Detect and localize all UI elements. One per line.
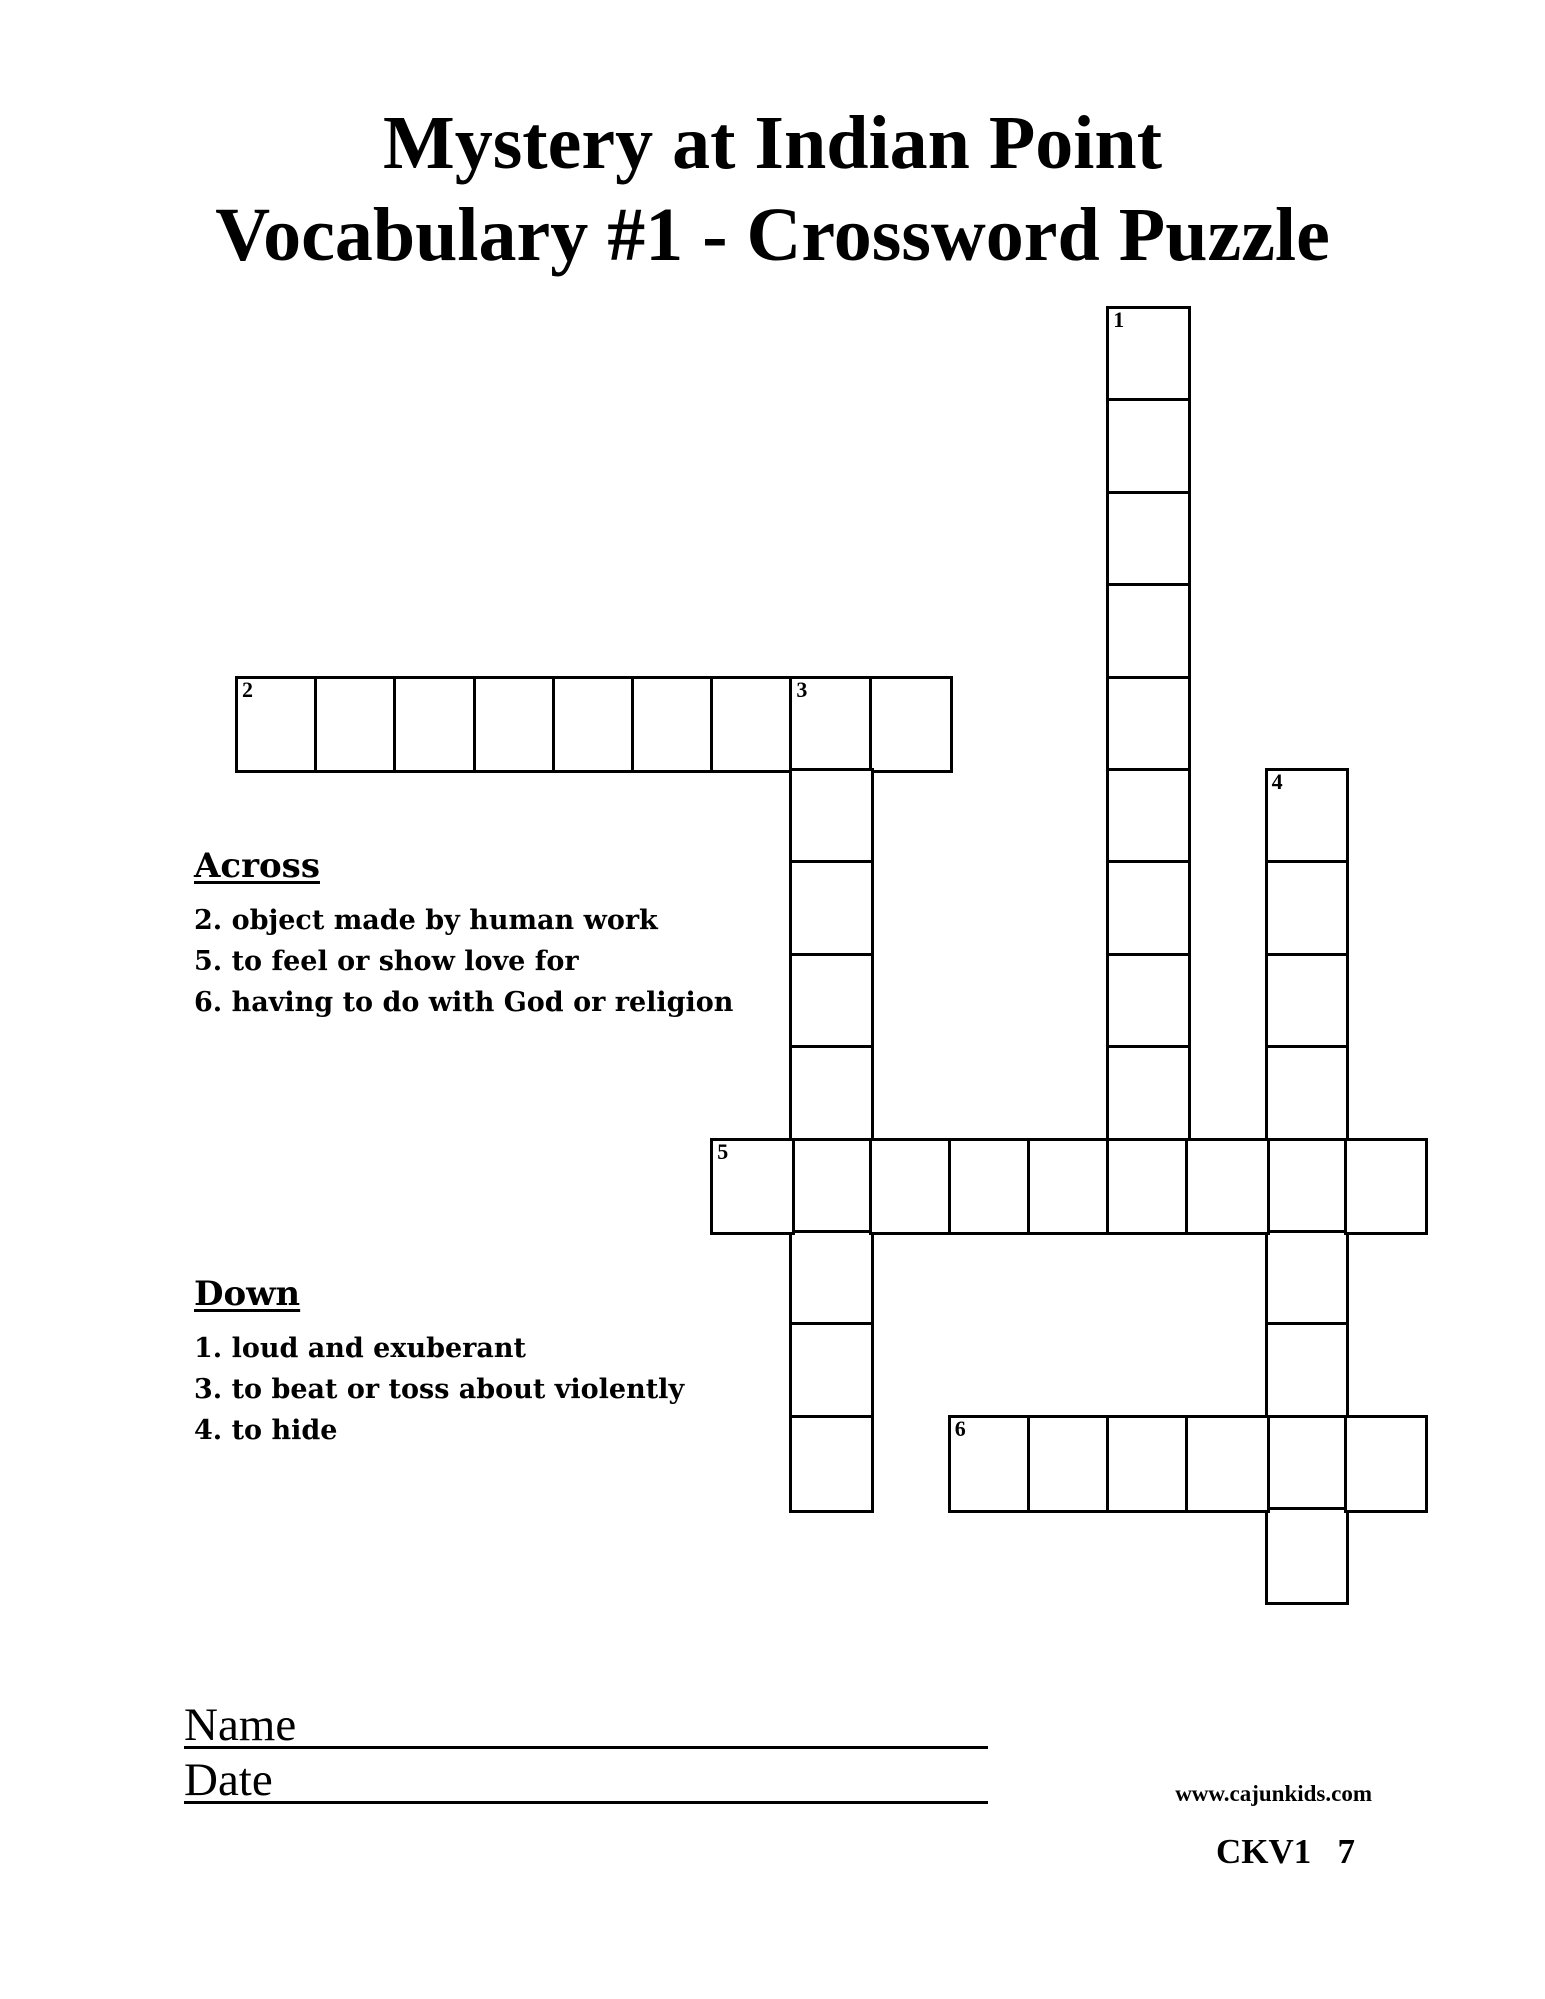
clue-number: 6 [954,1415,966,1441]
date-field[interactable] [184,1801,988,1804]
crossword-cell[interactable] [1029,1140,1110,1234]
page-title: Mystery at Indian Point [383,101,1162,185]
across-clue: 5. to feel or show love for [194,946,579,977]
across-heading: Across [194,846,320,886]
crossword-cell[interactable] [1267,1140,1348,1234]
crossword-cell[interactable] [1108,1140,1189,1234]
crossword-cell[interactable] [1108,308,1189,402]
date-label: Date [184,1754,273,1806]
crossword-cell[interactable] [1108,862,1189,956]
across-clues [194,900,733,1023]
across-clue: 6. having to do with God or religion [194,987,734,1018]
crossword-cell[interactable] [791,1417,872,1511]
crossword-cell[interactable] [950,1140,1031,1234]
crossword-cell[interactable] [1108,1047,1189,1141]
crossword-cell[interactable] [791,862,872,956]
clue-number: 3 [796,676,808,702]
crossword-cell[interactable] [791,1047,872,1141]
crossword-cell[interactable] [554,678,635,772]
crossword-cell[interactable] [791,1324,872,1418]
crossword-cell[interactable] [1267,1417,1348,1511]
crossword-cell[interactable] [1346,1140,1427,1234]
crossword-cell[interactable] [791,1232,872,1326]
crossword-cell[interactable] [1029,1417,1110,1511]
crossword-cell[interactable] [316,678,397,772]
crossword-cell[interactable] [950,1417,1031,1511]
page-subtitle: Vocabulary #1 - Crossword Puzzle [215,193,1330,277]
worksheet-code: CKV1 7 [1216,1832,1356,1871]
crossword-cell[interactable] [1346,1417,1427,1511]
down-clues [194,1328,684,1451]
website-link: www.cajunkids.com [1175,1781,1372,1806]
down-heading: Down [194,1274,301,1314]
crossword-cell[interactable] [871,678,952,772]
crossword-cell[interactable] [1267,1324,1348,1418]
crossword-cell[interactable] [791,770,872,864]
clue-number: 5 [717,1138,729,1164]
crossword-cell[interactable] [1108,585,1189,679]
crossword-cell[interactable] [237,678,318,772]
across-clue: 2. object made by human work [194,905,658,936]
clue-number: 1 [1113,307,1125,332]
crossword-cell[interactable] [712,678,793,772]
crossword-cell[interactable] [395,678,476,772]
clue-number: 2 [242,676,253,702]
crossword-cell[interactable] [1187,1140,1268,1234]
crossword-cell[interactable] [1108,955,1189,1049]
crossword-cell[interactable] [1108,493,1189,587]
crossword-cell[interactable] [1267,1232,1348,1326]
crossword-cell[interactable] [1267,1047,1348,1141]
crossword-cell[interactable] [1108,678,1189,772]
crossword-cell[interactable] [633,678,714,772]
crossword-cell[interactable] [1187,1417,1268,1511]
crossword-cell[interactable] [1267,862,1348,956]
crossword-cell[interactable] [712,1140,793,1234]
down-clue: 4. to hide [194,1415,338,1446]
name-label: Name [184,1699,297,1751]
crossword-cell[interactable] [1267,770,1348,864]
down-clue: 1. loud and exuberant [194,1333,526,1364]
down-clue: 3. to beat or toss about violently [194,1374,685,1405]
crossword-cell[interactable] [1267,1509,1348,1603]
crossword-cell[interactable] [1108,770,1189,864]
crossword-cell[interactable] [1108,1417,1189,1511]
crossword-cell[interactable] [791,678,872,772]
crossword-cell[interactable] [791,1140,872,1234]
crossword-cell[interactable] [475,678,556,772]
crossword-cell[interactable] [871,1140,952,1234]
crossword-cell[interactable] [791,955,872,1049]
crossword-cell[interactable] [1108,400,1189,494]
clue-number: 4 [1271,769,1283,794]
name-field[interactable] [184,1746,988,1749]
crossword-cell[interactable] [1267,955,1348,1049]
